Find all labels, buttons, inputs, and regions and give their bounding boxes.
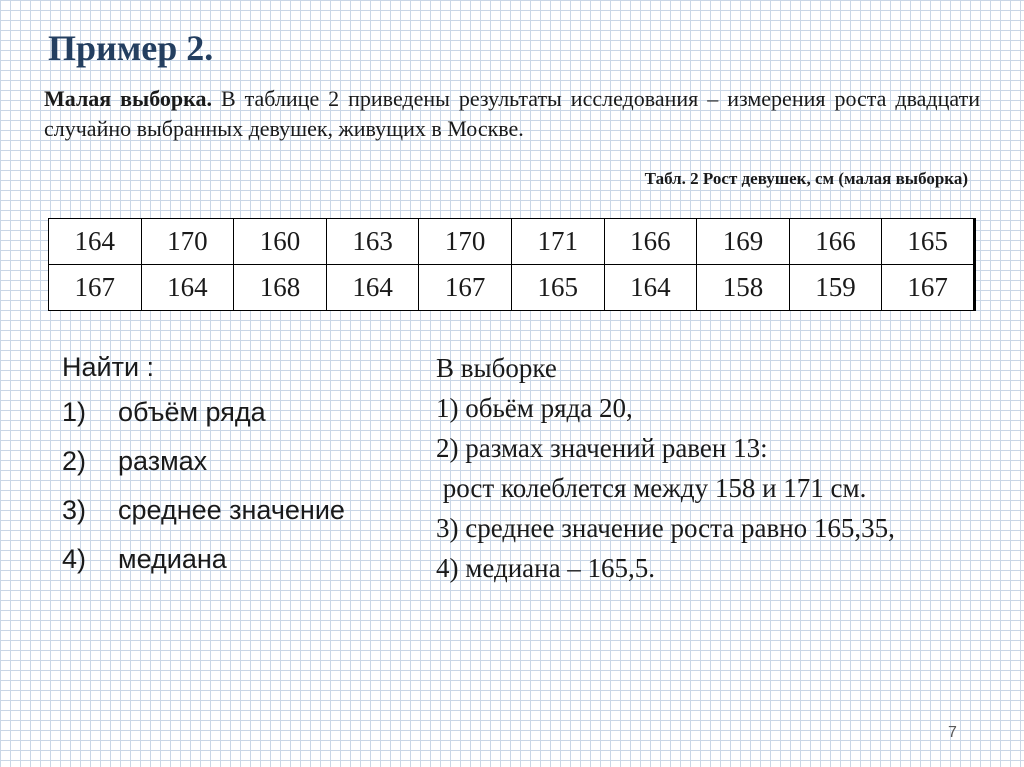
table-row — [49, 219, 975, 265]
list-item-text: объём ряда — [118, 397, 266, 427]
answer-line: 3) среднее значение роста равно 165,35, — [436, 513, 895, 543]
table-cell: 166 — [789, 219, 882, 265]
answer-line: В выборке — [436, 353, 557, 383]
slide-title: Пример 2. — [48, 28, 214, 68]
answer-line: 2) размах значений равен 13: — [436, 433, 768, 463]
table-cell: 170 — [141, 219, 234, 265]
table-cell: 165 — [882, 219, 975, 265]
table-cell: 165 — [511, 265, 604, 311]
table-cell: 164 — [604, 265, 697, 311]
list-item-text: среднее значение — [118, 495, 345, 525]
table-cell: 166 — [604, 219, 697, 265]
table-cell: 167 — [49, 265, 142, 311]
answer-line: 1) обьём ряда 20, — [436, 393, 633, 423]
intro-paragraph — [44, 84, 980, 144]
table-cell: 158 — [697, 265, 790, 311]
table-cell: 167 — [882, 265, 975, 311]
table-cell: 160 — [234, 219, 327, 265]
intro-text: В таблице 2 приведены результаты исследования – измерения роста двадцати случайно выбранных девушек, живущих в Москве. — [44, 86, 980, 141]
table-cell: 163 — [326, 219, 419, 265]
table-cell: 169 — [697, 219, 790, 265]
list-item-number: 4) — [62, 544, 87, 574]
table-cell: 164 — [49, 219, 142, 265]
table-cell: 168 — [234, 265, 327, 311]
answer-line: 4) медиана – 165,5. — [436, 553, 656, 583]
table-cell: 171 — [511, 219, 604, 265]
table-caption: Табл. 2 Рост девушек, см (малая выборка) — [644, 169, 968, 188]
answer-line: рост колеблется между 158 и 171 см. — [436, 473, 867, 503]
list-item-number: 1) — [62, 397, 87, 427]
list-item-text: медиана — [118, 544, 227, 574]
list-item-number: 2) — [62, 446, 87, 476]
height-data-table — [48, 218, 976, 311]
page-number: 7 — [948, 724, 957, 741]
list-item — [62, 535, 345, 584]
table-cell: 167 — [419, 265, 512, 311]
find-task-list — [62, 346, 345, 584]
list-item — [62, 486, 345, 535]
table-cell: 164 — [326, 265, 419, 311]
intro-bold-label: Малая выборка. — [44, 86, 213, 111]
find-heading: Найти : — [62, 352, 155, 382]
list-item — [62, 388, 345, 437]
list-item-number: 3) — [62, 495, 87, 525]
table-cell: 170 — [419, 219, 512, 265]
list-item — [62, 437, 345, 486]
table-cell: 159 — [789, 265, 882, 311]
table-row — [49, 265, 975, 311]
list-item-text: размах — [118, 446, 208, 476]
table-cell: 164 — [141, 265, 234, 311]
answer-block — [436, 348, 998, 588]
